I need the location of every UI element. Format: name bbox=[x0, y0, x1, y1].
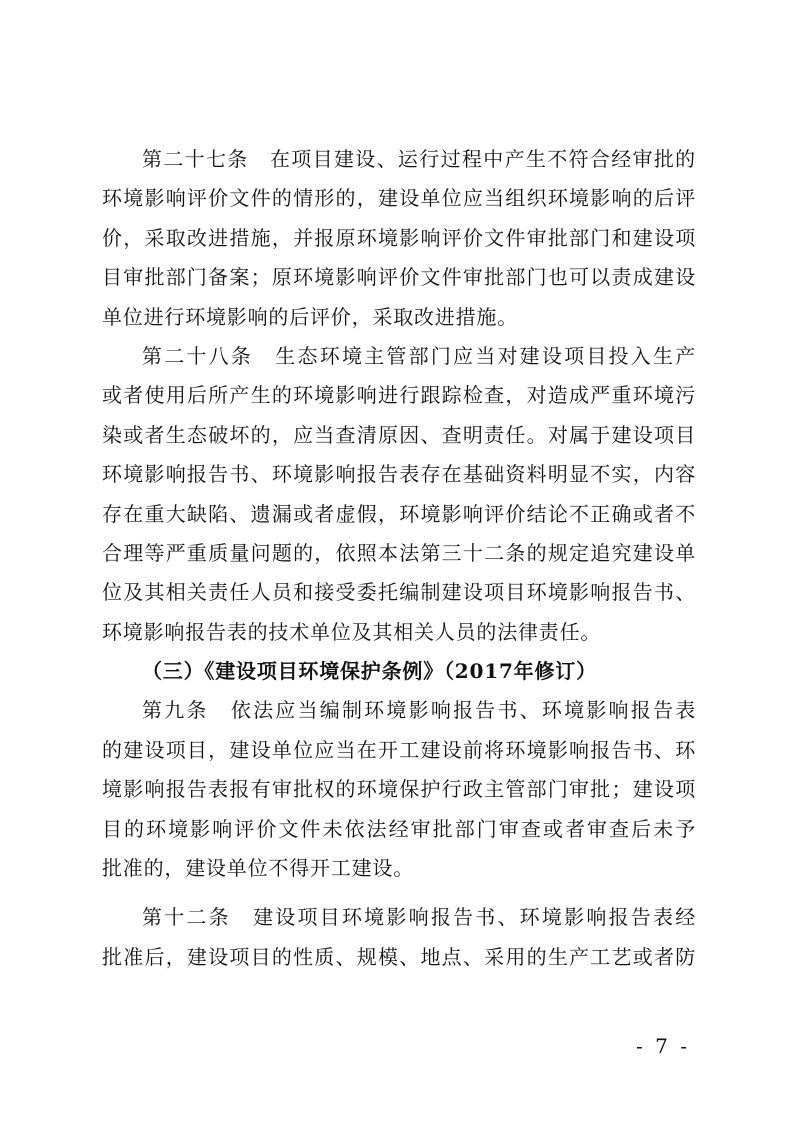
paragraph-line: 批准的，建设单位不得开工建设。 bbox=[102, 856, 414, 881]
article-12 bbox=[102, 898, 696, 977]
article-27 bbox=[102, 140, 696, 337]
page-number: - 7 - bbox=[636, 1034, 690, 1058]
paragraph-line: 环境影响报告表的技术单位及其相关人员的法律责任。 bbox=[102, 619, 602, 644]
paragraph-line: 位及其相关责任人员和接受委托编制建设项目环境影响报告书、 bbox=[102, 580, 696, 605]
paragraph-line: 或者使用后所产生的环境影响进行跟踪检查，对造成严重环境污 bbox=[102, 383, 696, 408]
paragraph-line: 存在重大缺陷、遗漏或者虚假，环境影响评价结论不正确或者不 bbox=[102, 501, 696, 526]
article-28 bbox=[102, 337, 696, 652]
paragraph-line: 环境影响评价文件的情形的，建设单位应当组织环境影响的后评 bbox=[102, 186, 696, 211]
paragraph-line: 环境影响报告书、环境影响报告表存在基础资料明显不实，内容 bbox=[102, 462, 696, 487]
paragraph-line: 价，采取改进措施，并报原环境影响评价文件审批部门和建设项 bbox=[102, 225, 696, 250]
section-heading: （三）《建设项目环境保护条例》（2017年修订） bbox=[142, 659, 597, 684]
paragraph-line: 的建设项目，建设单位应当在开工建设前将环境影响报告书、环 bbox=[102, 737, 696, 762]
document-body bbox=[102, 140, 696, 977]
paragraph-line: 境影响报告表报有审批权的环境保护行政主管部门审批；建设项 bbox=[102, 777, 696, 802]
paragraph-line: 第九条 依法应当编制环境影响报告书、环境影响报告表 bbox=[142, 698, 696, 723]
paragraph-line: 目的环境影响评价文件未依法经审批部门审查或者审查后未予 bbox=[102, 816, 696, 841]
paragraph-line: 第二十八条 生态环境主管部门应当对建设项目投入生产 bbox=[142, 343, 696, 368]
paragraph-line: 单位进行环境影响的后评价，采取改进措施。 bbox=[102, 304, 518, 329]
paragraph-line: 合理等严重质量问题的，依照本法第三十二条的规定追究建设单 bbox=[102, 540, 696, 565]
paragraph-line: 染或者生态破坏的，应当查清原因、查明责任。对属于建设项目 bbox=[102, 422, 696, 447]
paragraph-line: 批准后，建设项目的性质、规模、地点、采用的生产工艺或者防 bbox=[102, 944, 696, 969]
article-9 bbox=[102, 691, 696, 888]
paragraph-line: 第二十七条 在项目建设、运行过程中产生不符合经审批的 bbox=[142, 147, 696, 171]
paragraph-line: 第十二条 建设项目环境影响报告书、环境影响报告表经 bbox=[142, 905, 696, 930]
paragraph-gap bbox=[102, 888, 696, 898]
paragraph-line: 目审批部门备案；原环境影响评价文件审批部门也可以责成建设 bbox=[102, 265, 696, 290]
